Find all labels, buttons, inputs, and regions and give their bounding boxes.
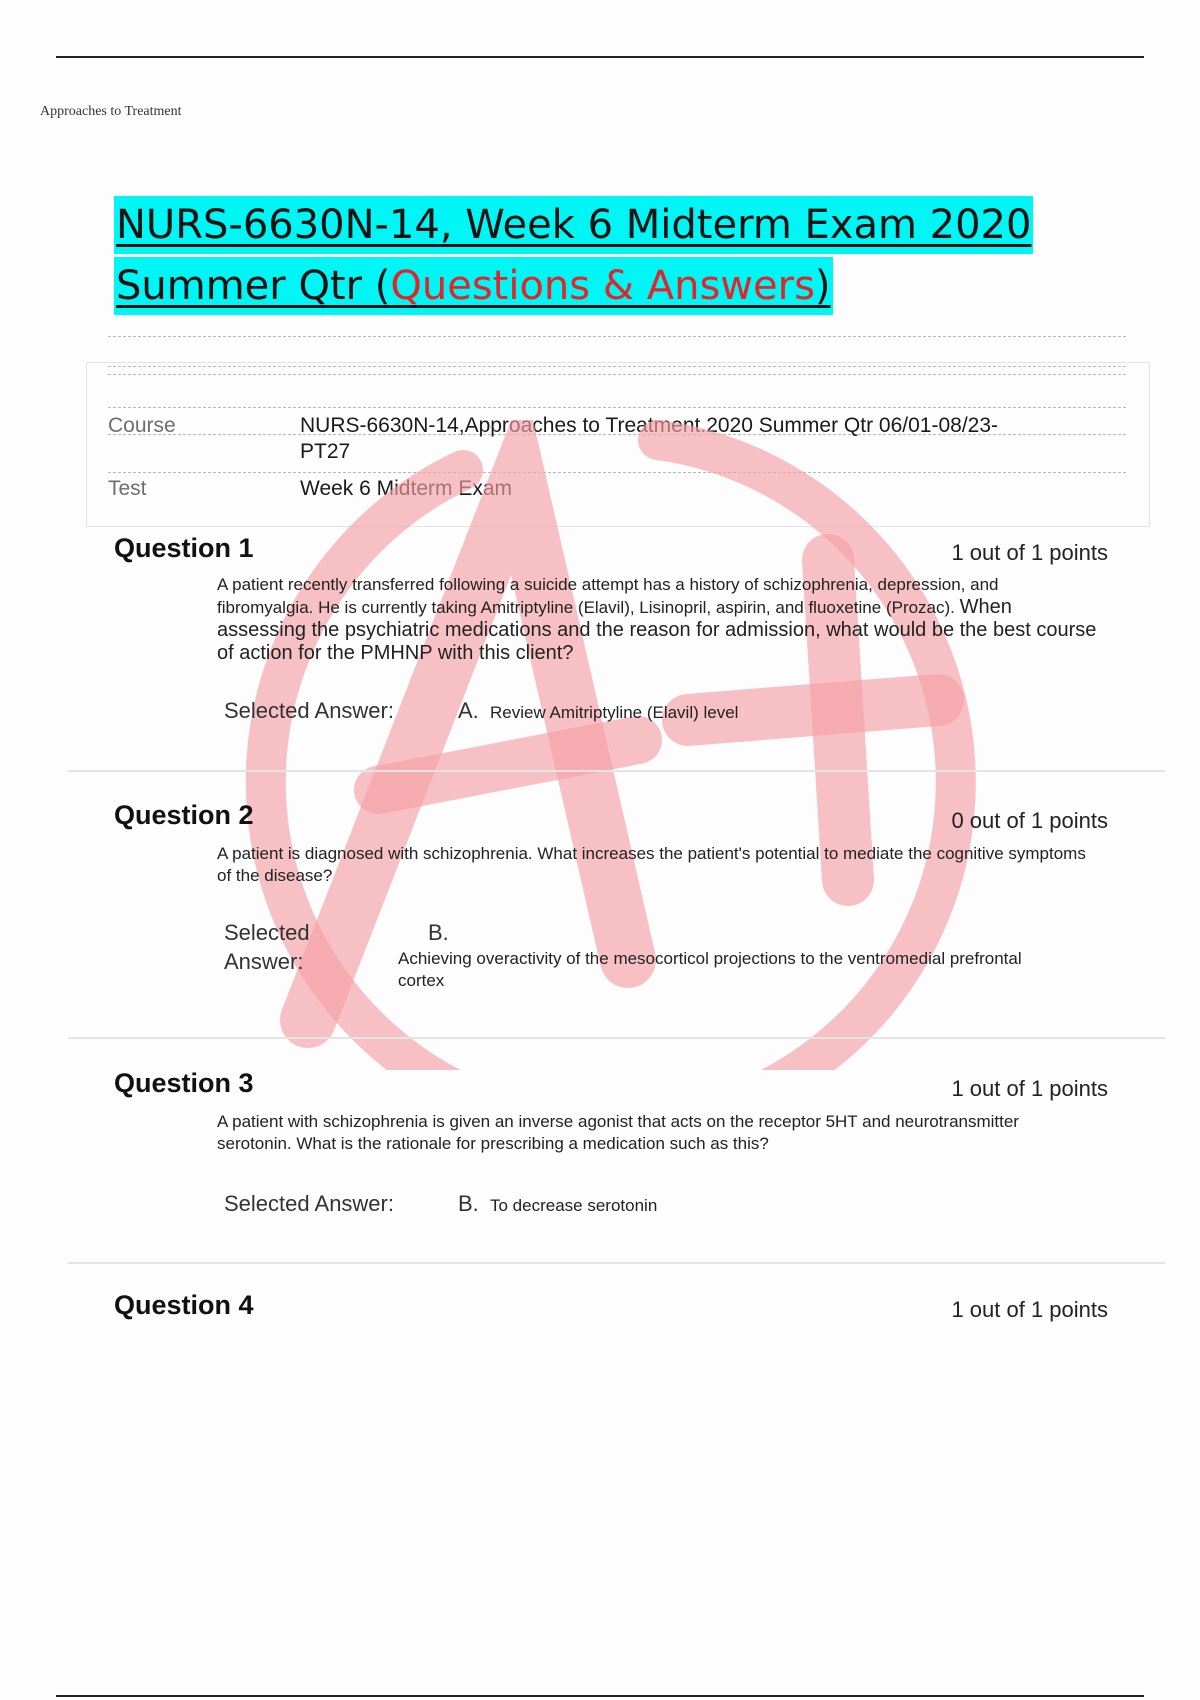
question-3-answer-letter: B. (458, 1191, 479, 1216)
question-separator (68, 770, 1165, 772)
question-3-points: 1 out of 1 points (951, 1076, 1108, 1101)
top-rule (56, 56, 1144, 58)
test-value: Week 6 Midterm Exam (300, 477, 512, 500)
question-2-selected-label-line-1: Selected (224, 920, 310, 945)
question-2-selected-label-line-2: Answer: (224, 949, 304, 974)
dotted-divider (108, 336, 1126, 337)
exam-info-box (86, 362, 1150, 527)
title-red-text: Questions & Answers (390, 263, 815, 309)
course-value-line-1: NURS-6630N-14,Approaches to Treatment.2020 Summer Qtr 06/01-08/23- (300, 414, 999, 437)
document-title-line-1: NURS-6630N-14, Week 6 Midterm Exam 2020 (114, 196, 1033, 254)
question-1-points: 1 out of 1 points (951, 540, 1108, 565)
question-2-answer-letter: B. (428, 920, 449, 945)
bottom-rule (56, 1695, 1144, 1697)
question-4-title: Question 4 (114, 1290, 254, 1320)
question-1-selected-label: Selected Answer: (224, 698, 394, 723)
question-2-text: A patient is diagnosed with schizophrenia. What increases the patient's potential to mediate the cognitive symptoms of the disease? (217, 844, 1086, 885)
title-suffix: ) (814, 263, 831, 309)
question-3-answer-text: To decrease serotonin (490, 1196, 658, 1215)
question-1-answer-text: Review Amitriptyline (Elavil) level (490, 703, 739, 722)
question-separator (68, 1262, 1165, 1264)
question-2-points: 0 out of 1 points (951, 808, 1108, 833)
question-1-title: Question 1 (114, 533, 254, 563)
question-4-points: 1 out of 1 points (951, 1297, 1108, 1322)
title-prefix: Summer Qtr ( (116, 263, 391, 309)
question-3-selected-label: Selected Answer: (224, 1191, 394, 1216)
course-label: Course (108, 414, 176, 437)
course-value-line-2: PT27 (300, 440, 351, 463)
question-3-text: A patient with schizophrenia is given an inverse agonist that acts on the receptor 5HT and neurotransmitter serotonin. What is the rationale for prescribing a medication such as this? (217, 1112, 1019, 1153)
question-2-answer-text: Achieving overactivity of the mesocorticol projections to the ventromedial prefrontal cortex (398, 949, 1022, 990)
running-head: Approaches to Treatment (40, 104, 182, 119)
question-1-text-part-1: A patient recently transferred following a suicide attempt has a history of schizophrenia, depression, and fibromyalgia. He is currently taking Amitriptyline (Elavil), Lisinopril, aspirin, and fluoxetine (Prozac). (217, 575, 999, 617)
test-label: Test (108, 477, 147, 500)
question-1-text-part-2: When assessing the psychiatric medications and the reason for admission, what would be the best course of action for the PMHNP with this client? (217, 596, 1097, 664)
question-separator (68, 1037, 1165, 1039)
question-2-title: Question 2 (114, 800, 254, 830)
question-3-title: Question 3 (114, 1068, 254, 1098)
question-1-answer-letter: A. (458, 698, 479, 723)
question-1-text (217, 574, 1097, 665)
document-title-line-2 (114, 257, 833, 315)
